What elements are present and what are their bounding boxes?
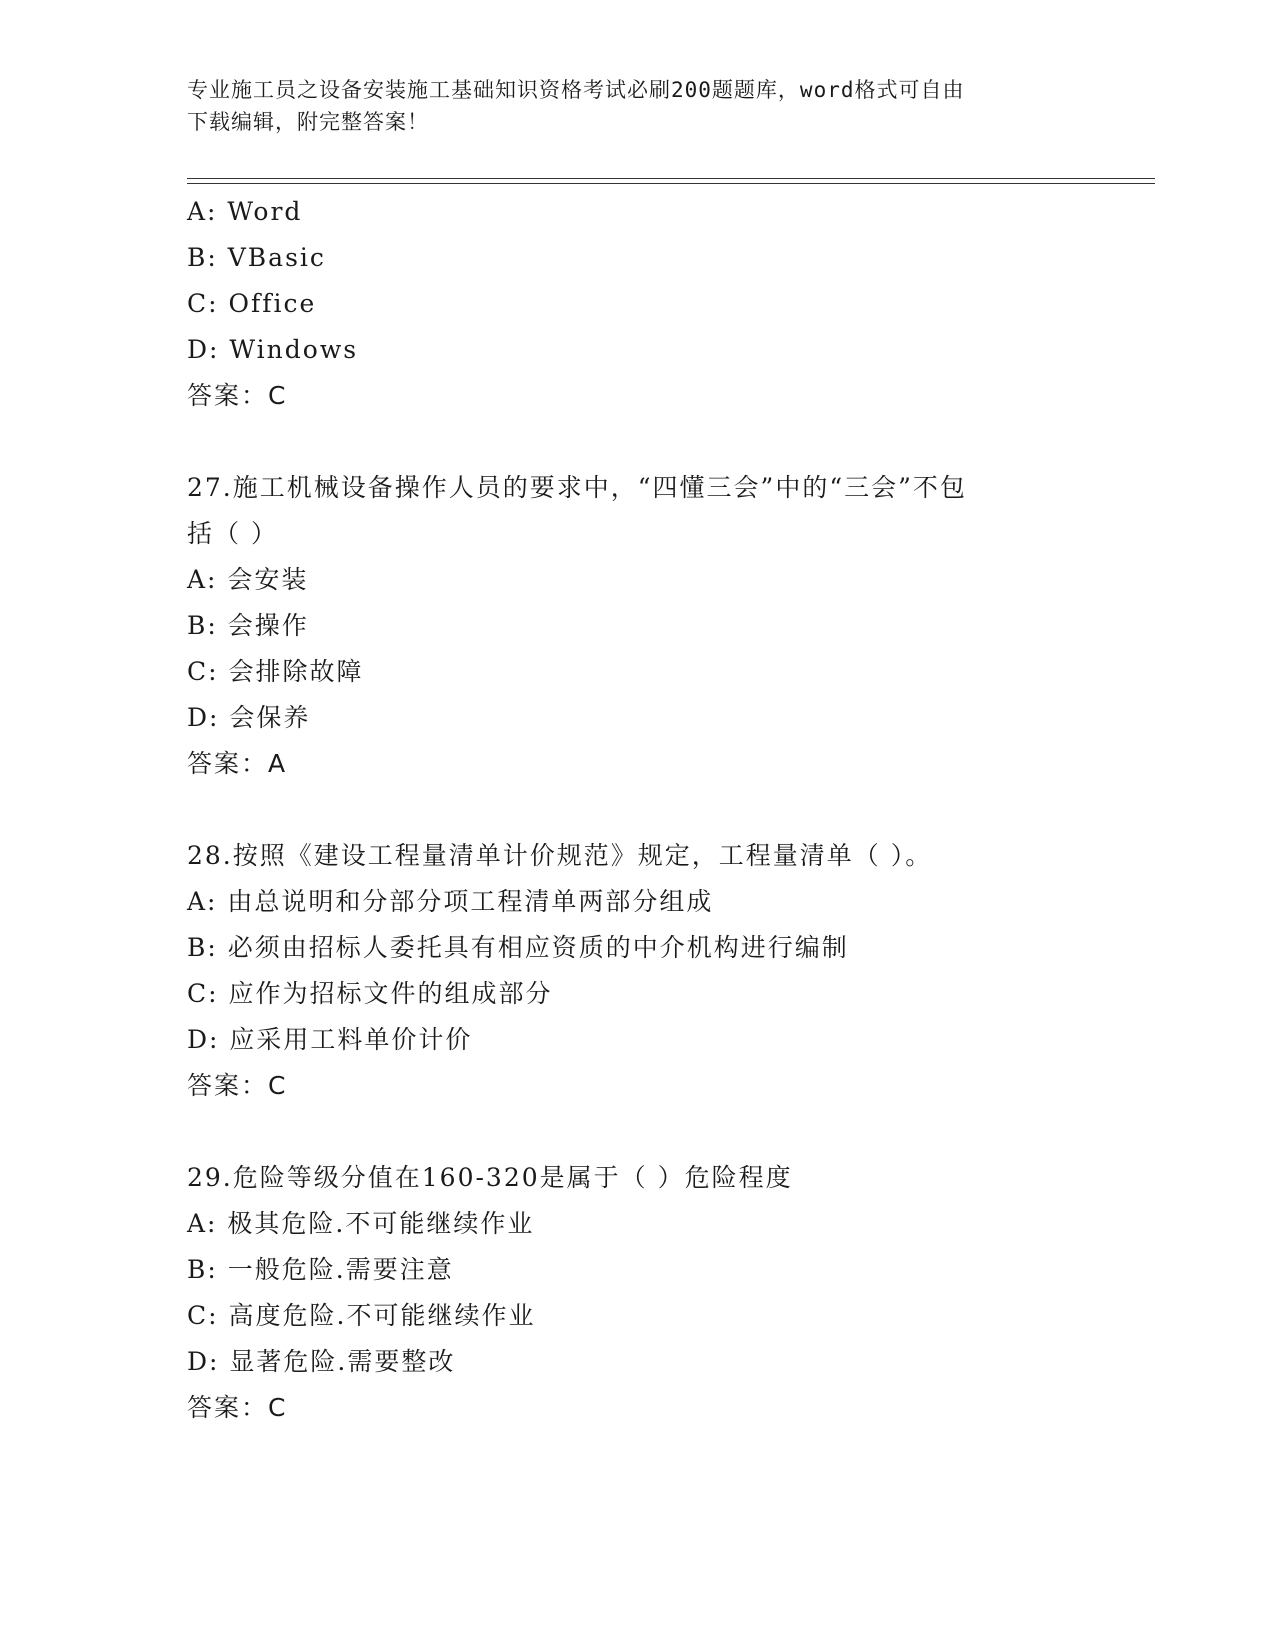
answer-line: 答案：A [187,749,288,778]
header-divider-bottom [187,183,1155,184]
option-c: C: 高度危险.不可能继续作业 [187,1301,536,1330]
question-block-28 [187,833,1087,1109]
document-header [187,74,1087,138]
option-d: D: Windows [187,335,359,364]
answer-line: 答案：C [187,1393,288,1422]
spacer [187,1109,1087,1155]
header-line-2: 下载编辑，附完整答案！ [187,110,429,134]
answer-line: 答案：C [187,1071,288,1100]
header-divider-top [187,178,1155,179]
option-c: C: Office [187,289,317,318]
question-block-prev [187,189,1087,419]
option-a: A: 极其危险.不可能继续作业 [187,1209,535,1238]
spacer [187,419,1087,465]
option-c: C: 应作为招标文件的组成部分 [187,979,553,1008]
option-b: B: 会操作 [187,611,309,640]
option-d: D: 会保养 [187,703,311,732]
option-a: A: 会安装 [187,565,309,594]
spacer [187,787,1087,833]
option-a: A: Word [187,197,303,226]
option-b: B: 一般危险.需要注意 [187,1255,454,1284]
question-text: 29.危险等级分值在160-320是属于（ ）危险程度 [187,1163,793,1192]
option-d: D: 显著危险.需要整改 [187,1347,456,1376]
option-d: D: 应采用工料单价计价 [187,1025,473,1054]
question-block-29 [187,1155,1087,1431]
option-a: A: 由总说明和分部分项工程清单两部分组成 [187,887,714,916]
answer-line: 答案：C [187,381,288,410]
question-text-line-2: 括（ ） [187,519,278,548]
option-b: B: 必须由招标人委托具有相应资质的中介机构进行编制 [187,933,849,962]
question-block-27 [187,465,1087,787]
question-list [187,189,1087,1431]
option-b: B: VBasic [187,243,326,272]
question-text: 28.按照《建设工程量清单计价规范》规定，工程量清单（ ）。 [187,841,933,870]
option-c: C: 会排除故障 [187,657,364,686]
header-line-1: 专业施工员之设备安装施工基础知识资格考试必刷200题题库，word格式可自由 [187,78,965,102]
question-text-line-1: 27.施工机械设备操作人员的要求中，“四懂三会”中的“三会”不包 [187,473,967,502]
